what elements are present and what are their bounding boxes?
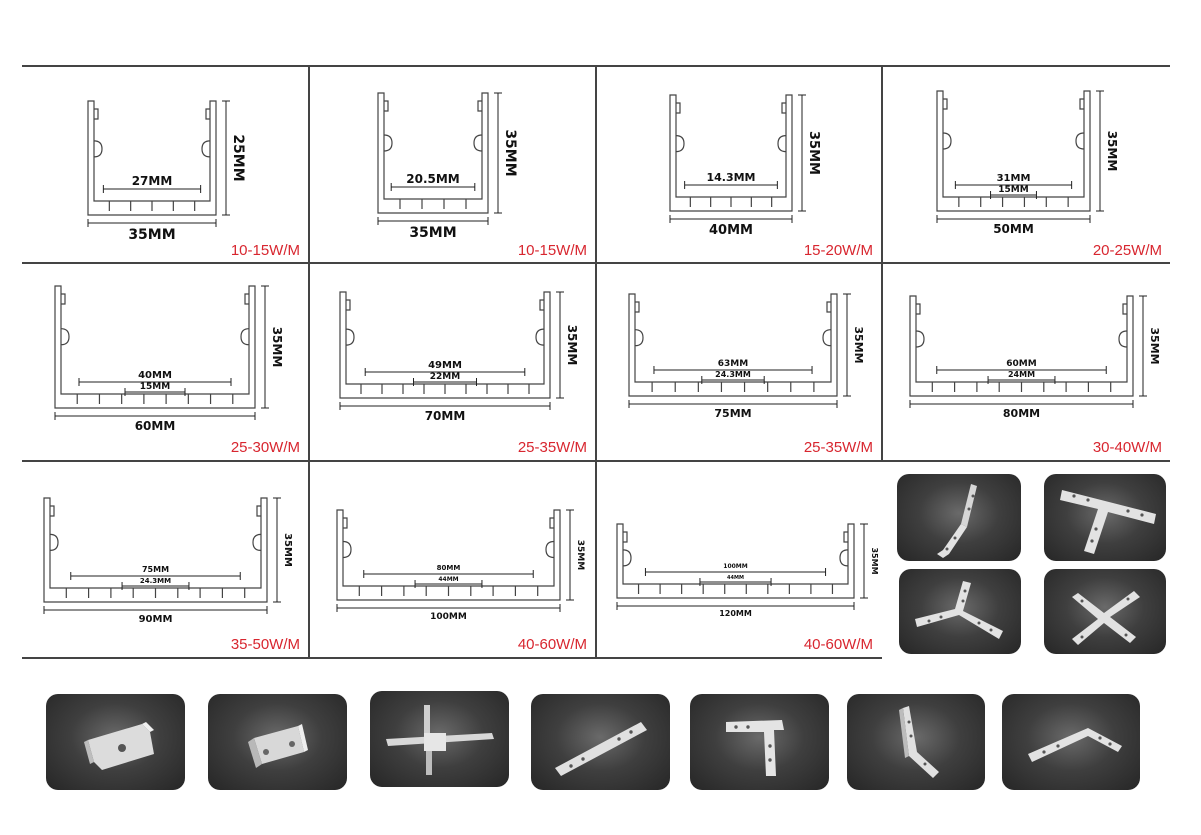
inner-width-2-label: 22MM — [429, 372, 461, 382]
inner-width-label: 60MM — [1006, 359, 1037, 369]
height-label: 35MM — [870, 547, 879, 575]
inner-width-label: 63MM — [717, 359, 749, 369]
height-label: 35MM — [806, 131, 821, 175]
dimension-lines — [44, 498, 281, 614]
width-label: 50MM — [993, 222, 1034, 236]
width-label: 80MM — [1002, 407, 1041, 420]
dimension-lines — [629, 294, 851, 408]
inner-width-2-label: 44MM — [727, 575, 744, 581]
mounting-clip-icon — [46, 694, 185, 790]
profile-diagram-7 — [597, 264, 881, 460]
accessory-photo-11 — [1002, 694, 1140, 790]
accessory-photo-10 — [847, 694, 985, 790]
inner-width-label: 80MM — [436, 564, 461, 572]
power-rating-1: 10-15W/M — [230, 242, 300, 259]
profile-outline — [629, 294, 837, 396]
accessory-photo-3 — [899, 569, 1021, 654]
power-rating-9: 35-50W/M — [230, 636, 300, 653]
profile-cell-3 — [597, 67, 881, 263]
profile-outline — [337, 510, 560, 600]
dimension-lines — [337, 510, 574, 612]
profile-cell-8 — [883, 264, 1170, 460]
inner-width-2-label: 24.3MM — [715, 370, 751, 379]
profile-diagram-3 — [597, 67, 881, 263]
profile-diagram-8 — [883, 264, 1170, 460]
inner-width-label: 31MM — [996, 173, 1031, 184]
profile-cell-7 — [597, 264, 881, 460]
accessory-photo-7 — [370, 691, 509, 787]
power-rating-11: 40-60W/M — [803, 636, 873, 653]
accessory-photo-2 — [1044, 474, 1166, 561]
accessory-photo-8 — [531, 694, 670, 790]
cross-connector-icon — [1044, 569, 1166, 654]
inner-width-label: 20.5MM — [406, 172, 460, 186]
suspension-bracket-icon — [370, 691, 509, 787]
inner-width-2-label: 15MM — [139, 382, 171, 392]
height-label: 35MM — [575, 539, 585, 571]
obtuse-connector-icon — [1002, 694, 1140, 790]
inner-width-label: 100MM — [723, 563, 748, 570]
profile-outline — [88, 101, 216, 215]
y-connector-icon — [899, 569, 1021, 654]
inner-width-2-label: 15MM — [998, 185, 1029, 195]
inner-width-label: 49MM — [428, 360, 462, 371]
profile-cell-11 — [597, 462, 881, 657]
profile-diagram-4 — [883, 67, 1170, 263]
width-label: 70MM — [424, 409, 466, 423]
height-label: 35MM — [502, 129, 518, 177]
profile-diagram-11 — [597, 462, 881, 657]
dimension-lines — [910, 296, 1147, 408]
width-label: 60MM — [134, 419, 176, 433]
profile-diagram-5 — [22, 264, 308, 460]
profile-diagram-1 — [22, 67, 308, 263]
inner-width-label: 27MM — [131, 174, 173, 188]
height-label: 35MM — [565, 324, 579, 366]
profile-cell-1 — [22, 67, 308, 263]
profile-diagram-10 — [310, 462, 595, 657]
inner-width-2-label: 44MM — [438, 576, 459, 583]
inner-width-2-label: 24MM — [1007, 370, 1036, 379]
straight-connector-icon — [531, 694, 670, 790]
power-rating-3: 15-20W/M — [803, 242, 873, 259]
dimension-lines — [340, 292, 564, 410]
inner-width-label: 75MM — [141, 565, 170, 574]
profile-diagram-2 — [310, 67, 595, 263]
power-rating-8: 30-40W/M — [1092, 439, 1162, 456]
power-rating-7: 25-35W/M — [803, 439, 873, 456]
width-label: 75MM — [714, 407, 752, 420]
width-label: 35MM — [128, 227, 176, 243]
profile-outline — [670, 95, 792, 211]
height-label: 35MM — [282, 533, 293, 567]
profile-cell-4 — [883, 67, 1170, 263]
height-label: 35MM — [1148, 327, 1161, 365]
dimension-lines — [378, 93, 502, 225]
profile-diagram-6 — [310, 264, 595, 460]
width-label: 40MM — [709, 223, 753, 238]
inner-width-label: 14.3MM — [706, 171, 756, 184]
width-label: 35MM — [409, 225, 457, 241]
width-label: 90MM — [138, 614, 173, 625]
profile-outline — [910, 296, 1133, 396]
profile-diagram-9 — [22, 462, 308, 657]
profile-outline — [378, 93, 488, 213]
accessory-photo-9 — [690, 694, 829, 790]
profile-cell-9 — [22, 462, 308, 657]
width-label: 120MM — [719, 609, 752, 618]
profile-cell-10 — [310, 462, 595, 657]
height-label: 35MM — [1105, 130, 1119, 172]
angled-connector-icon — [897, 474, 1021, 561]
accessory-photo-5 — [46, 694, 185, 790]
accessory-photo-4 — [1044, 569, 1166, 654]
profile-cell-2 — [310, 67, 595, 263]
height-label: 35MM — [852, 326, 865, 364]
profile-outline — [617, 524, 854, 598]
width-label: 100MM — [430, 612, 467, 622]
accessory-photo-6 — [208, 694, 347, 790]
power-rating-6: 25-35W/M — [517, 439, 587, 456]
profile-cell-6 — [310, 264, 595, 460]
height-label: 35MM — [270, 326, 284, 368]
power-rating-4: 20-25W/M — [1092, 242, 1162, 259]
vertical-l-connector-icon — [847, 694, 985, 790]
l-connector-icon — [690, 694, 829, 790]
accessory-photo-1 — [897, 474, 1021, 561]
inner-width-label: 40MM — [138, 370, 172, 381]
t-connector-icon — [1044, 474, 1166, 561]
dimension-lines — [937, 91, 1104, 223]
power-rating-10: 40-60W/M — [517, 636, 587, 653]
profile-cell-5 — [22, 264, 308, 460]
power-rating-2: 10-15W/M — [517, 242, 587, 259]
height-label: 25MM — [230, 134, 246, 182]
spring-clip-icon — [208, 694, 347, 790]
power-rating-5: 25-30W/M — [230, 439, 300, 456]
inner-width-2-label: 24.3MM — [139, 577, 172, 585]
dimension-lines — [55, 286, 269, 420]
